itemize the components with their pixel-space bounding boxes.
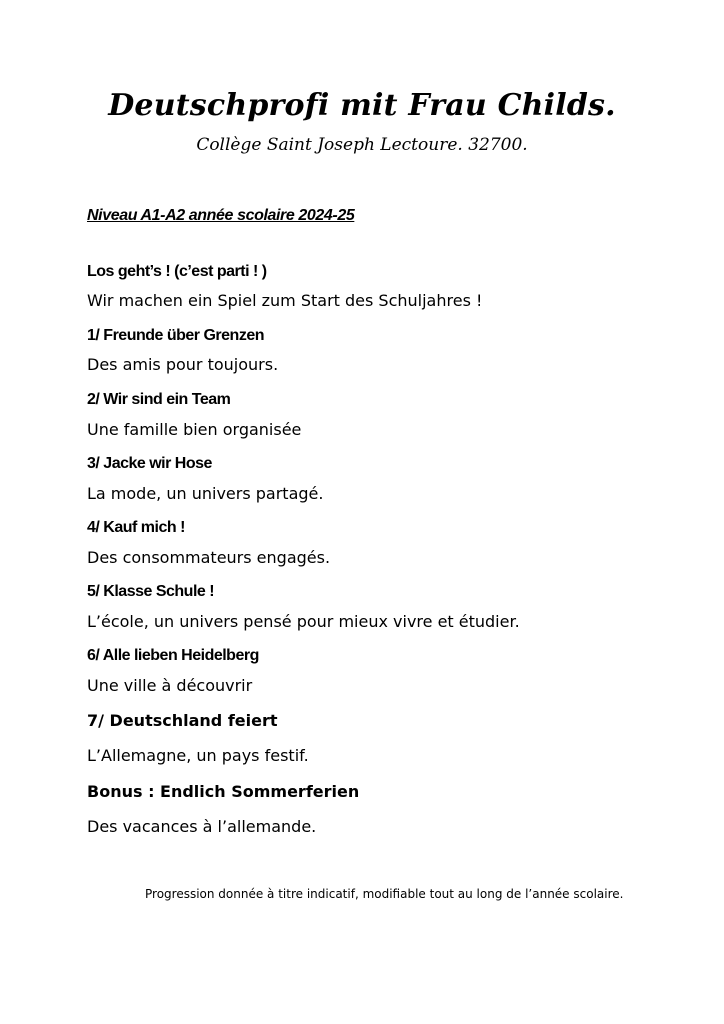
- unit-heading-6: 6/ Alle lieben Heidelberg: [87, 647, 259, 664]
- unit-description-7: L’Allemagne, un pays festif.: [87, 746, 309, 765]
- unit-description-5: L’école, un univers pensé pour mieux vivre et étudier.: [87, 612, 520, 631]
- unit-description-2: Une famille bien organisée: [87, 420, 302, 439]
- unit-description-1: Des amis pour toujours.: [87, 355, 279, 374]
- unit-heading-intro: Los geht’s ! (c’est parti ! ): [87, 263, 267, 280]
- school-subtitle: Collège Saint Joseph Lectoure. 32700.: [196, 135, 528, 155]
- page-title: Deutschprofi mit Frau Childs.: [108, 88, 616, 123]
- unit-heading-4: 4/ Kauf mich !: [87, 519, 185, 536]
- unit-description-4: Des consommateurs engagés.: [87, 548, 331, 567]
- unit-description-6: Une ville à découvrir: [87, 676, 253, 695]
- unit-description-3: La mode, un univers partagé.: [87, 484, 324, 503]
- unit-heading-1: 1/ Freunde über Grenzen: [87, 327, 264, 344]
- unit-heading-5: 5/ Klasse Schule !: [87, 583, 215, 600]
- unit-heading-3: 3/ Jacke wir Hose: [87, 455, 212, 472]
- unit-description-bonus: Des vacances à l’allemande.: [87, 817, 317, 836]
- level-heading: Niveau A1-A2 année scolaire 2024-25: [87, 207, 355, 224]
- unit-heading-7: 7/ Deutschland feiert: [87, 711, 278, 730]
- footnote: Progression donnée à titre indicatif, modifiable tout au long de l’année scolaire.: [145, 887, 624, 901]
- unit-heading-2: 2/ Wir sind ein Team: [87, 391, 231, 408]
- unit-heading-bonus: Bonus : Endlich Sommerferien: [87, 782, 360, 801]
- unit-description-intro: Wir machen ein Spiel zum Start des Schuljahres !: [87, 291, 483, 310]
